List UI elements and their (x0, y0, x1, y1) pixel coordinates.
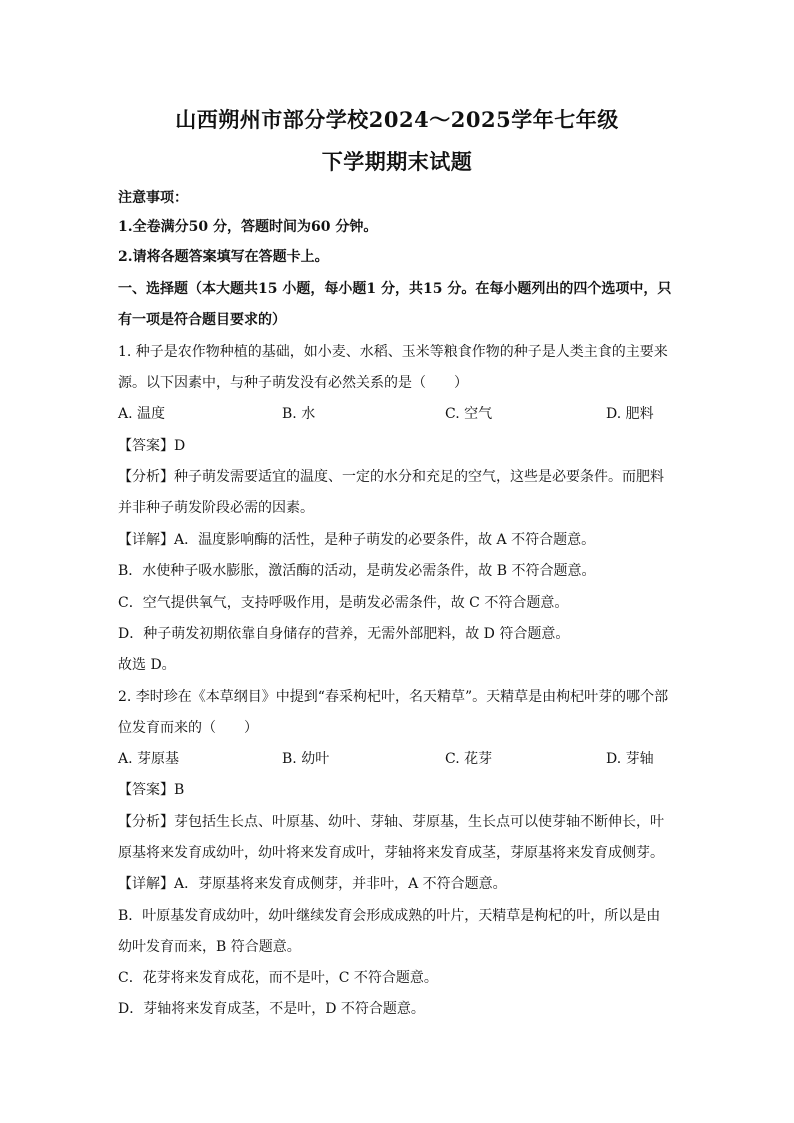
q1-option-d: D. 肥料 (606, 406, 654, 422)
exam-subtitle: 下学期期末试题 (321, 149, 473, 174)
q2-stem-line-1: 2. 李时珍在《本草纲目》中提到“春采枸杞叶，名天精草”。天精草是由枸杞叶芽的哪个部 (118, 689, 669, 705)
q2-detail-line-1: 【详解】A．芽原基将来发育成侧芽，并非叶，A 不符合题意。 (118, 876, 507, 892)
q2-analysis-line-2: 原基将来发育成幼叶，幼叶将来发育成叶，芽轴将来发育成茎，芽原基将来发育成侧芽。 (118, 845, 664, 861)
section-heading-line-1: 一、选择题（本大题共15 小题，每小题1 分，共15 分。在每小题列出的四个选项中，只 (118, 281, 672, 297)
q2-detail-line-2: B．叶原基发育成幼叶，幼叶继续发育会形成成熟的叶片，天精草是枸杞的叶，所以是由 (118, 908, 661, 924)
q2-detail-line-4: C．花芽将来发育成花，而不是叶，C 不符合题意。 (118, 970, 438, 986)
q1-detail-line-1: 【详解】A．温度影响酶的活性，是种子萌发的必要条件，故 A 不符合题意。 (118, 532, 596, 548)
q1-analysis-line-1: 【分析】种子萌发需要适宜的温度、一定的水分和充足的空气，这些是必要条件。而肥料 (118, 469, 664, 485)
q2-option-d: D. 芽轴 (606, 751, 654, 767)
q1-stem-line-2: 源。以下因素中，与种子萌发没有必然关系的是（ ） (118, 375, 468, 391)
section-heading-line-2: 有一项是符合题目要求的） (118, 312, 286, 328)
q1-option-c: C. 空气 (445, 406, 493, 422)
q1-answer: 【答案】D (118, 438, 186, 454)
notice-heading: 注意事项： (118, 190, 188, 206)
q2-analysis-line-1: 【分析】芽包括生长点、叶原基、幼叶、芽轴、芽原基，生长点可以使芽轴不断伸长，叶 (118, 814, 664, 830)
q1-detail-line-4: D．种子萌发初期依靠自身储存的营养，无需外部肥料，故 D 符合题意。 (118, 626, 570, 642)
exam-title: 山西朔州市部分学校2024～2025学年七年级 (175, 107, 619, 132)
notice-item-2: 2.请将各题答案填写在答题卡上。 (118, 249, 329, 265)
q2-answer: 【答案】B (118, 782, 185, 798)
q1-stem-line-1: 1. 种子是农作物种植的基础，如小麦、水稻、玉米等粮食作物的种子是人类主食的主要来 (118, 344, 668, 360)
q1-conclusion: 故选 D。 (118, 657, 176, 673)
q2-detail-line-3: 幼叶发育而来，B 符合题意。 (118, 939, 301, 955)
q1-analysis-line-2: 并非种子萌发阶段必需的因素。 (118, 500, 314, 516)
q2-detail-line-5: D．芽轴将来发育成茎，不是叶，D 不符合题意。 (118, 1001, 425, 1017)
q1-option-a: A. 温度 (118, 406, 166, 422)
notice-item-1: 1.全卷满分50 分，答题时间为60 分钟。 (118, 219, 378, 235)
q2-option-b: B. 幼叶 (282, 751, 330, 767)
q1-detail-line-3: C．空气提供氧气，支持呼吸作用，是萌发必需条件，故 C 不符合题意。 (118, 595, 569, 611)
q1-detail-line-2: B．水使种子吸水膨胀，激活酶的活动，是萌发必需条件，故 B 不符合题意。 (118, 563, 596, 579)
q1-option-b: B. 水 (282, 406, 316, 422)
q2-option-c: C. 花芽 (445, 751, 493, 767)
q2-option-a: A. 芽原基 (118, 751, 180, 767)
q2-stem-line-2: 位发育而来的（ ） (118, 720, 258, 736)
